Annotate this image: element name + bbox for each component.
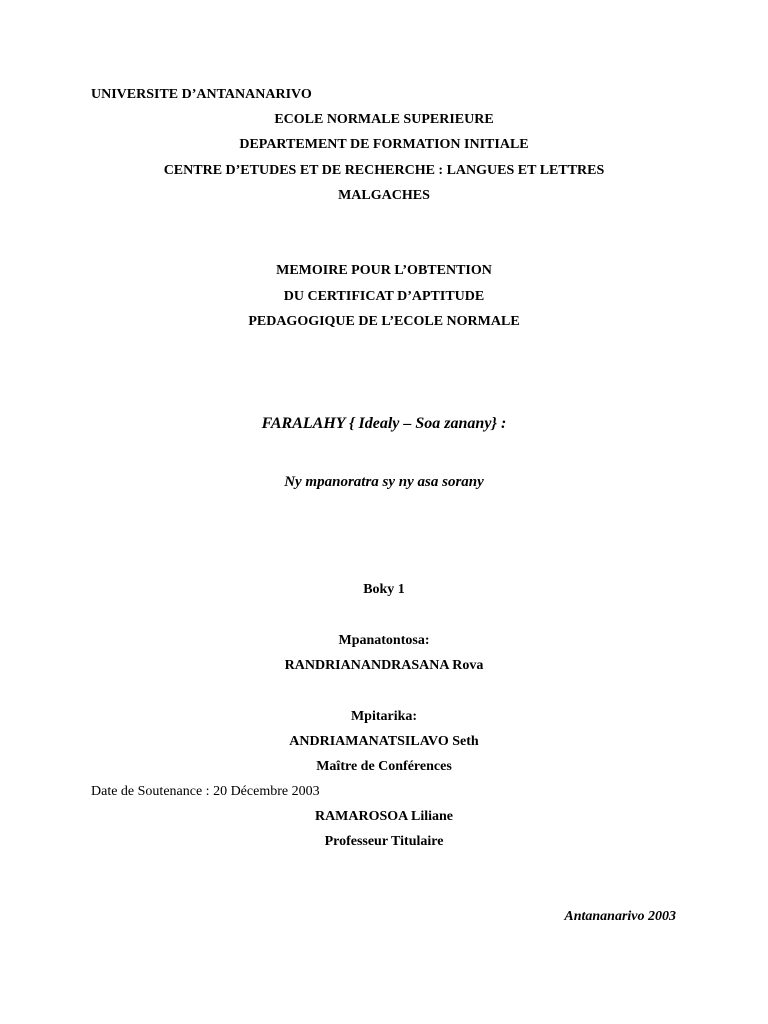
- supervisor-1-name: ANDRIAMANATSILAVO Seth: [289, 734, 479, 749]
- place-and-year: Antananarivo 2003: [564, 909, 676, 924]
- supervisors-label: Mpitarika:: [350, 709, 418, 724]
- thesis-subtitle: Ny mpanoratra sy ny asa sorany: [284, 474, 484, 490]
- school-name: ECOLE NORMALE SUPERIEURE: [274, 112, 494, 127]
- purpose-line3: PEDAGOGIQUE DE L’ECOLE NORMALE: [248, 314, 520, 329]
- university-name: UNIVERSITE D’ANTANANARIVO: [91, 87, 312, 102]
- centre-name-line2: MALGACHES: [338, 188, 430, 203]
- author-label: Mpanatontosa:: [338, 633, 430, 648]
- volume-label: Boky 1: [363, 582, 405, 597]
- supervisor-2-name: RAMAROSOA Liliane: [314, 809, 454, 824]
- thesis-title: FARALAHY { Idealy – Soa zanany} :: [261, 415, 507, 432]
- purpose-line1: MEMOIRE POUR L’OBTENTION: [276, 263, 492, 278]
- supervisor-2-title: Professeur Titulaire: [324, 834, 444, 849]
- author-name: RANDRIANANDRASANA Rova: [284, 658, 484, 673]
- department-name: DEPARTEMENT DE FORMATION INITIALE: [239, 137, 529, 152]
- centre-name-line1: CENTRE D’ETUDES ET DE RECHERCHE : LANGUES ET LETTRES: [163, 163, 605, 178]
- defense-date: Date de Soutenance : 20 Décembre 2003: [91, 784, 320, 799]
- supervisor-1-title: Maître de Conférences: [316, 759, 452, 774]
- purpose-line2: DU CERTIFICAT D’APTITUDE: [283, 289, 485, 304]
